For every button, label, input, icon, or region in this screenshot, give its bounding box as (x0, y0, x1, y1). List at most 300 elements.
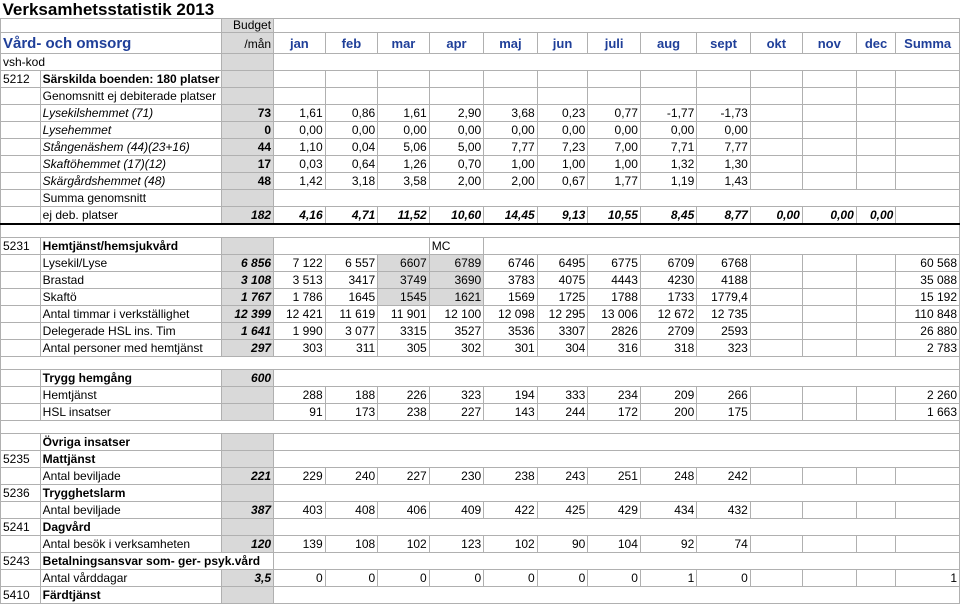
empty-cell (274, 190, 960, 207)
value-cell (856, 536, 896, 553)
value-cell: 11 901 (378, 306, 430, 323)
code-cell (1, 255, 41, 272)
empty-cell (274, 238, 430, 255)
budget-cell (222, 434, 274, 451)
summa-cell (896, 139, 960, 156)
value-cell: 242 (697, 468, 751, 485)
value-cell (802, 468, 856, 485)
value-cell: 1,77 (588, 173, 641, 190)
month-header: mar (378, 33, 430, 54)
budget-cell (222, 387, 274, 404)
value-cell: 2826 (588, 323, 641, 340)
value-cell: 301 (484, 340, 538, 357)
value-cell: 1621 (429, 289, 483, 306)
row-label: Särskilda boenden: 180 platser (40, 71, 222, 88)
code-cell: 5236 (1, 485, 41, 502)
value-cell (429, 71, 483, 88)
value-cell: 0 (429, 570, 483, 587)
value-cell (856, 502, 896, 519)
budget-cell: 387 (222, 502, 274, 519)
value-cell: 0,00 (856, 207, 896, 225)
value-cell: 422 (484, 502, 538, 519)
row-label: Antal timmar i verkställighet (40, 306, 222, 323)
value-cell: 1733 (640, 289, 696, 306)
value-cell: 90 (537, 536, 588, 553)
value-cell: 1569 (484, 289, 538, 306)
value-cell: 3783 (484, 272, 538, 289)
summa-cell: 1 663 (896, 404, 960, 421)
mc-label: MC (429, 238, 483, 255)
row-label: HSL insatser (40, 404, 222, 421)
table-row (1, 255, 960, 272)
value-cell (856, 255, 896, 272)
value-cell: 425 (537, 502, 588, 519)
value-cell (856, 173, 896, 190)
code-cell (1, 139, 41, 156)
budget-cell: 17 (222, 156, 274, 173)
row-label: Genomsnitt ej debiterade platser (40, 88, 222, 105)
value-cell (484, 71, 538, 88)
value-cell: 6768 (697, 255, 751, 272)
value-cell (750, 122, 802, 139)
row-label: Antal beviljade (40, 468, 222, 485)
budget-cell: 1 641 (222, 323, 274, 340)
budget-cell (222, 71, 274, 88)
value-cell: 0,00 (537, 122, 588, 139)
value-cell: 8,45 (640, 207, 696, 225)
value-cell: 7,71 (640, 139, 696, 156)
value-cell: 0,00 (325, 122, 378, 139)
table-row (1, 122, 960, 139)
code-cell: 5243 (1, 553, 41, 570)
value-cell (640, 88, 696, 105)
value-cell (856, 289, 896, 306)
code-cell (1, 306, 41, 323)
value-cell (750, 387, 802, 404)
value-cell: 12 421 (274, 306, 326, 323)
value-cell: 1725 (537, 289, 588, 306)
empty-cell (274, 553, 960, 570)
value-cell: 11,52 (378, 207, 430, 225)
summa-cell: 1 (896, 570, 960, 587)
budget-cell: 182 (222, 207, 274, 225)
value-cell: 311 (325, 340, 378, 357)
value-cell: 2593 (697, 323, 751, 340)
value-cell: 248 (640, 468, 696, 485)
value-cell: 14,45 (484, 207, 538, 225)
value-cell (802, 570, 856, 587)
value-cell: 0 (274, 570, 326, 587)
value-cell: 1,00 (537, 156, 588, 173)
value-cell: 3 513 (274, 272, 326, 289)
value-cell (856, 404, 896, 421)
table-row (1, 71, 960, 88)
value-cell (856, 306, 896, 323)
value-cell: 188 (325, 387, 378, 404)
blank-row (1, 357, 960, 370)
value-cell: 143 (484, 404, 538, 421)
value-cell: 123 (429, 536, 483, 553)
summa-cell: 2 260 (896, 387, 960, 404)
value-cell (750, 502, 802, 519)
value-cell: 0,23 (537, 105, 588, 122)
value-cell: 1545 (378, 289, 430, 306)
month-header: dec (856, 33, 896, 54)
value-cell: 102 (378, 536, 430, 553)
value-cell: 6 557 (325, 255, 378, 272)
value-cell: 0,00 (378, 122, 430, 139)
value-cell (802, 323, 856, 340)
summa-cell: 15 192 (896, 289, 960, 306)
value-cell (697, 71, 751, 88)
blank-row (1, 224, 960, 238)
value-cell: 7,77 (697, 139, 751, 156)
code-cell: 5212 (1, 71, 41, 88)
row-label: Lysekilshemmet (71) (40, 105, 222, 122)
value-cell: 230 (429, 468, 483, 485)
value-cell (750, 340, 802, 357)
row-label: Antal besök i verksamheten (40, 536, 222, 553)
summa-cell: 35 088 (896, 272, 960, 289)
value-cell: 408 (325, 502, 378, 519)
value-cell (802, 88, 856, 105)
value-cell: 172 (588, 404, 641, 421)
budget-cell: 48 (222, 173, 274, 190)
table-row (1, 156, 960, 173)
value-cell: 139 (274, 536, 326, 553)
value-cell: 104 (588, 536, 641, 553)
row-label: Lysekil/Lyse (40, 255, 222, 272)
summa-cell: 60 568 (896, 255, 960, 272)
value-cell (802, 122, 856, 139)
value-cell: 1,00 (588, 156, 641, 173)
value-cell: 4443 (588, 272, 641, 289)
value-cell: 7 122 (274, 255, 326, 272)
page-title: Verksamhetsstatistik 2013 (2, 0, 215, 19)
value-cell (856, 105, 896, 122)
value-cell (640, 71, 696, 88)
value-cell: 0 (378, 570, 430, 587)
summa-cell (896, 468, 960, 485)
summa-cell (896, 536, 960, 553)
summa-cell (896, 105, 960, 122)
value-cell: 0,03 (274, 156, 326, 173)
table-row (1, 421, 960, 434)
budget-header-bottom: /mån (222, 33, 274, 54)
summa-cell: 26 880 (896, 323, 960, 340)
table-row (1, 370, 960, 387)
value-cell: 5,00 (429, 139, 483, 156)
value-cell (750, 289, 802, 306)
value-cell: 2709 (640, 323, 696, 340)
value-cell (429, 88, 483, 105)
code-cell (1, 404, 41, 421)
value-cell (750, 570, 802, 587)
table-row (1, 434, 960, 451)
value-cell: 1 786 (274, 289, 326, 306)
value-cell: 10,55 (588, 207, 641, 225)
summa-cell (896, 207, 960, 225)
code-cell (1, 190, 41, 207)
month-header: okt (750, 33, 802, 54)
budget-cell: 44 (222, 139, 274, 156)
budget-cell (222, 519, 274, 536)
value-cell: 8,77 (697, 207, 751, 225)
value-cell: 0,77 (588, 105, 641, 122)
value-cell: 0,67 (537, 173, 588, 190)
section-label: Betalningsansvar som- ger- psyk.vård (40, 553, 273, 570)
empty-cell (274, 451, 960, 468)
budget-cell (222, 88, 274, 105)
value-cell: 323 (697, 340, 751, 357)
code-cell (1, 122, 41, 139)
value-cell: 1,42 (274, 173, 326, 190)
budget-cell (222, 404, 274, 421)
budget-cell: 221 (222, 468, 274, 485)
value-cell (750, 173, 802, 190)
budget-cell (222, 238, 274, 255)
value-cell: 6746 (484, 255, 538, 272)
empty-cell (274, 434, 960, 451)
value-cell (856, 468, 896, 485)
summa-cell (896, 88, 960, 105)
value-cell: 10,60 (429, 207, 483, 225)
month-header: jun (537, 33, 588, 54)
value-cell: 229 (274, 468, 326, 485)
value-cell: 0,00 (274, 122, 326, 139)
value-cell: 0,00 (802, 207, 856, 225)
value-cell: 3749 (378, 272, 430, 289)
value-cell: 303 (274, 340, 326, 357)
value-cell: 3417 (325, 272, 378, 289)
value-cell: 200 (640, 404, 696, 421)
value-cell: 1779,4 (697, 289, 751, 306)
month-header: jan (274, 33, 326, 54)
budget-cell (222, 587, 274, 604)
value-cell (856, 387, 896, 404)
value-cell (856, 272, 896, 289)
summa-cell: 2 783 (896, 340, 960, 357)
section-label: Mattjänst (40, 451, 222, 468)
summa-cell (896, 71, 960, 88)
value-cell: 226 (378, 387, 430, 404)
summa-genomsnitt-label-top: Summa genomsnitt (40, 190, 222, 207)
value-cell: 0 (537, 570, 588, 587)
month-header: aug (640, 33, 696, 54)
value-cell: 0,00 (750, 207, 802, 225)
value-cell (802, 536, 856, 553)
value-cell: 2,90 (429, 105, 483, 122)
value-cell: 1788 (588, 289, 641, 306)
value-cell: 403 (274, 502, 326, 519)
table-row (1, 105, 960, 122)
value-cell: 434 (640, 502, 696, 519)
value-cell: 0,70 (429, 156, 483, 173)
value-cell (750, 306, 802, 323)
value-cell: 12 098 (484, 306, 538, 323)
value-cell: 74 (697, 536, 751, 553)
budget-cell: 12 399 (222, 306, 274, 323)
value-cell (802, 71, 856, 88)
table-row (1, 587, 960, 604)
value-cell: 406 (378, 502, 430, 519)
value-cell (856, 323, 896, 340)
row-label: Skaftö (40, 289, 222, 306)
value-cell: 0 (484, 570, 538, 587)
section-label: Färdtjänst (40, 587, 222, 604)
value-cell: 305 (378, 340, 430, 357)
summa-cell: 110 848 (896, 306, 960, 323)
value-cell: 175 (697, 404, 751, 421)
value-cell (750, 272, 802, 289)
value-cell: 12 295 (537, 306, 588, 323)
value-cell (697, 88, 751, 105)
value-cell: 323 (429, 387, 483, 404)
table-row (1, 238, 960, 255)
value-cell (856, 71, 896, 88)
value-cell (588, 88, 641, 105)
table-row (1, 139, 960, 156)
row-label: Antal vårddagar (40, 570, 222, 587)
code-cell (1, 468, 41, 485)
value-cell: 1645 (325, 289, 378, 306)
summa-cell (896, 502, 960, 519)
value-cell: 318 (640, 340, 696, 357)
budget-cell: 600 (222, 370, 274, 387)
value-cell: 2,00 (429, 173, 483, 190)
value-cell: 1 990 (274, 323, 326, 340)
value-cell: 108 (325, 536, 378, 553)
value-cell (274, 88, 326, 105)
empty-cell (484, 238, 960, 255)
value-cell: 333 (537, 387, 588, 404)
code-cell (1, 272, 41, 289)
table-row (1, 468, 960, 485)
month-header: sept (697, 33, 751, 54)
summa-cell (896, 173, 960, 190)
value-cell: 7,23 (537, 139, 588, 156)
value-cell (802, 289, 856, 306)
value-cell: 0,00 (588, 122, 641, 139)
code-cell: 5231 (1, 238, 41, 255)
value-cell: 0,04 (325, 139, 378, 156)
code-cell (1, 570, 41, 587)
value-cell (802, 156, 856, 173)
value-cell (537, 88, 588, 105)
code-cell (1, 323, 41, 340)
value-cell: 12 100 (429, 306, 483, 323)
row-label: Hemtjänst (40, 387, 222, 404)
table-row (1, 33, 960, 54)
value-cell: 234 (588, 387, 641, 404)
value-cell: 6789 (429, 255, 483, 272)
code-cell (1, 370, 41, 387)
value-cell: 3,18 (325, 173, 378, 190)
value-cell: 3315 (378, 323, 430, 340)
value-cell: 1,00 (484, 156, 538, 173)
section-label: Hemtjänst/hemsjukvård (40, 238, 222, 255)
section-label: Trygghetslarm (40, 485, 222, 502)
value-cell: 6495 (537, 255, 588, 272)
budget-cell: 73 (222, 105, 274, 122)
empty-cell (274, 54, 960, 71)
value-cell: 1,61 (274, 105, 326, 122)
value-cell: 1,30 (697, 156, 751, 173)
value-cell: 0,86 (325, 105, 378, 122)
vsh-kod-label: vsh-kod (1, 54, 222, 71)
value-cell: 3690 (429, 272, 483, 289)
value-cell (802, 173, 856, 190)
value-cell: 243 (537, 468, 588, 485)
budget-cell: 297 (222, 340, 274, 357)
code-cell (1, 434, 41, 451)
value-cell: 316 (588, 340, 641, 357)
value-cell (750, 139, 802, 156)
value-cell (802, 255, 856, 272)
value-cell: 12 735 (697, 306, 751, 323)
budget-header-top: Budget (222, 19, 274, 33)
budget-cell: 6 856 (222, 255, 274, 272)
code-cell (1, 502, 41, 519)
code-cell: 5235 (1, 451, 41, 468)
table-row (1, 404, 960, 421)
value-cell: 11 619 (325, 306, 378, 323)
table-row (1, 485, 960, 502)
value-cell: 6607 (378, 255, 430, 272)
value-cell: 13 006 (588, 306, 641, 323)
value-cell: 7,00 (588, 139, 641, 156)
budget-cell: 0 (222, 122, 274, 139)
value-cell (802, 340, 856, 357)
budget-cell (222, 451, 274, 468)
value-cell: 91 (274, 404, 326, 421)
value-cell: 3527 (429, 323, 483, 340)
value-cell: 227 (378, 468, 430, 485)
month-header: juli (588, 33, 641, 54)
value-cell (378, 71, 430, 88)
value-cell: 92 (640, 536, 696, 553)
value-cell: 1,61 (378, 105, 430, 122)
value-cell: -1,77 (640, 105, 696, 122)
table-row (1, 451, 960, 468)
row-label: Skaftöhemmet (17)(12) (40, 156, 222, 173)
table-row (1, 387, 960, 404)
budget-cell: 3,5 (222, 570, 274, 587)
row-label: Skärgårdshemmet (48) (40, 173, 222, 190)
row-label: Lysehemmet (40, 122, 222, 139)
value-cell (484, 88, 538, 105)
month-header: apr (429, 33, 483, 54)
budget-cell (222, 190, 274, 207)
code-cell (1, 88, 41, 105)
row-label: Stångenäshem (44)(23+16) (40, 139, 222, 156)
table-row (1, 553, 960, 570)
value-cell: 429 (588, 502, 641, 519)
table-row (1, 570, 960, 587)
summa-header: Summa (896, 33, 960, 54)
value-cell: 3307 (537, 323, 588, 340)
value-cell: 409 (429, 502, 483, 519)
value-cell (325, 71, 378, 88)
value-cell: 0 (697, 570, 751, 587)
value-cell: 288 (274, 387, 326, 404)
value-cell: 0 (588, 570, 641, 587)
month-header: feb (325, 33, 378, 54)
empty-cell (274, 587, 960, 604)
value-cell (856, 570, 896, 587)
code-cell: 5410 (1, 587, 41, 604)
empty-cell (274, 370, 960, 387)
